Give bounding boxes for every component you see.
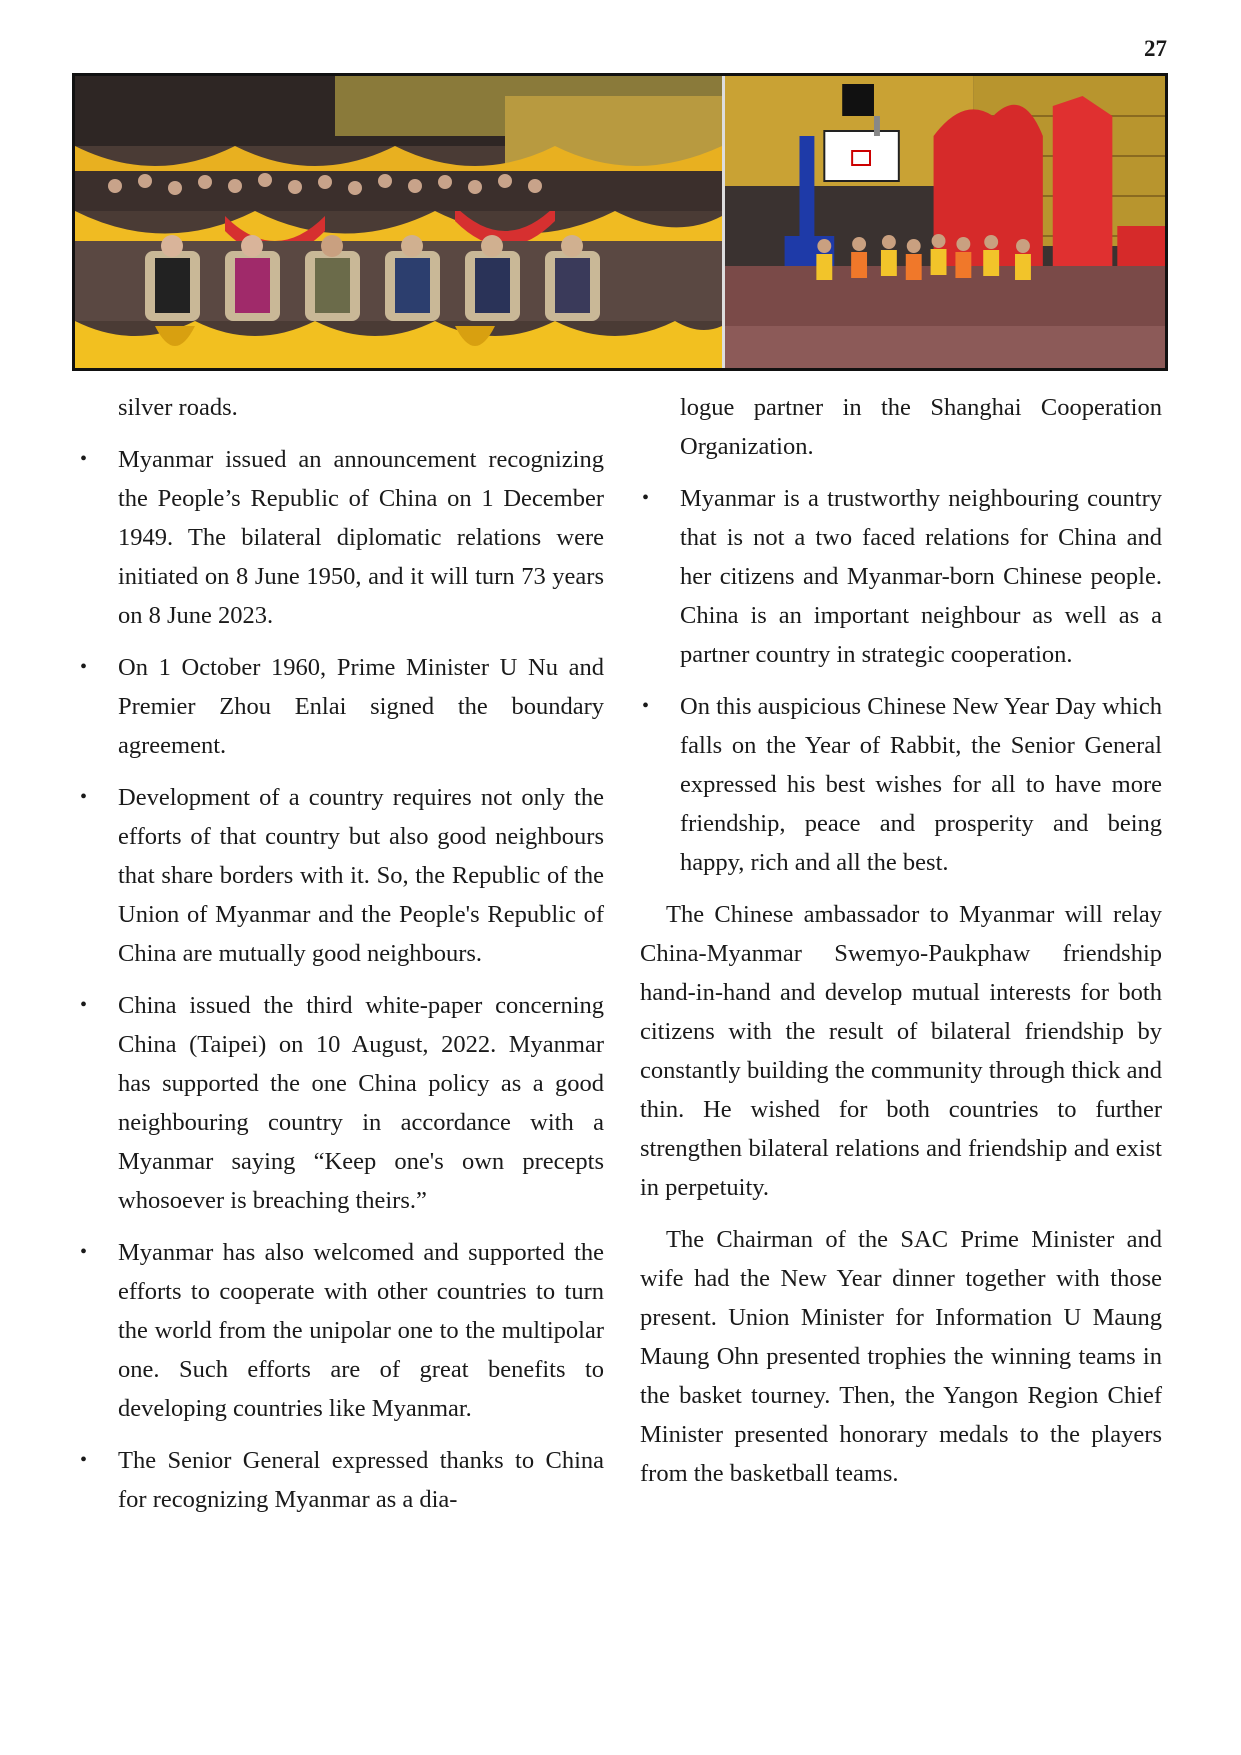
paragraph-ambassador: The Chinese ambassador to Myanmar will relay China-Myanmar Swemyo-Paukphaw friendship hand-in-hand and develop mutual interests for both citizens with the result of bilateral friendship by constantly building the community through thick and thin. He wished for both countries to further strengthen bilateral relations and friendship and exist in perpetuity. xyxy=(640,901,1162,1201)
bullet-text: Development of a country requires not only the efforts of that country but also good neighbours that share borders with it. So, the Republic of the Union of Myanmar and the People's Republic of China are mutually good neighbours. xyxy=(118,784,604,967)
paragraph-new-year-dinner: The Chairman of the SAC Prime Minister and wife had the New Year dinner together with those present. Union Minister for Information U Maung Maung Ohn presented trophies the winning teams in the basket tourney. Then, the Yangon Region Chief Minister presented honorary medals to the players from the basketball teams. xyxy=(640,1226,1162,1487)
bullet-boundary-agreement xyxy=(78,648,604,765)
right-continuation: logue partner in the Shanghai Cooperation Organization. xyxy=(680,394,1162,460)
bullet-text: Myanmar has also welcomed and supported the efforts to cooperate with other countries to turn the world from the unipolar one to the multipolar one. Such efforts are of great benefits to developing countries like Myanmar. xyxy=(118,1239,604,1422)
bullet-text: China issued the third white-paper concerning China (Taipei) on 10 August, 2022. Myanmar has supported the one China policy as a good neighbouring country in accordance with a Myanmar saying “Keep one's own precepts whosoever is breaching theirs.” xyxy=(118,992,604,1214)
bullet-text: Myanmar is a trustworthy neighbouring country that is not a two faced relations for China and her citizens and Myanmar-born Chinese people. China is an important neighbour as well as a partner country in strategic cooperation. xyxy=(680,485,1162,668)
bullet-dot: • xyxy=(642,695,650,717)
basketball-photo-illustration xyxy=(725,76,1165,368)
bullet-text: On this auspicious Chinese New Year Day which falls on the Year of Rabbit, the Senior General expressed his best wishes for all to have more friendship, peace and prosperity and being happy, rich and all the best. xyxy=(680,693,1162,876)
bullet-senior-general-thanks xyxy=(78,1441,604,1519)
photo-basketball-game xyxy=(725,76,1165,368)
bullet-text: On 1 October 1960, Prime Minister U Nu and Premier Zhou Enlai signed the boundary agreement. xyxy=(118,654,604,759)
bullet-dot: • xyxy=(642,487,650,509)
bullet-dot: • xyxy=(80,994,88,1016)
bullet-text: Myanmar issued an announcement recognizing the People’s Republic of China on 1 December 1949. The bilateral diplomatic relations were initiated on 8 June 1950, and it will turn 73 years on 8 June 2023. xyxy=(118,446,604,629)
bullet-dot: • xyxy=(80,448,88,470)
bullet-dot: • xyxy=(80,786,88,808)
bullet-dot: • xyxy=(80,1241,88,1263)
bullet-white-paper xyxy=(78,986,604,1220)
bullet-dot: • xyxy=(80,656,88,678)
right-column xyxy=(640,388,1162,1506)
bullet-new-year-wishes xyxy=(640,687,1162,882)
ceremony-photo-illustration xyxy=(75,76,722,368)
bullet-dot: • xyxy=(80,1449,88,1471)
bullet-recognition xyxy=(78,440,604,635)
left-column xyxy=(78,388,604,1532)
left-continuation: silver roads. xyxy=(118,394,238,421)
bullet-good-neighbours xyxy=(78,778,604,973)
page-number: 27 xyxy=(1144,36,1167,61)
photo-officials-seated xyxy=(75,76,725,368)
photo-strip xyxy=(72,73,1168,371)
bullet-text: The Senior General expressed thanks to China for recognizing Myanmar as a dia- xyxy=(118,1447,604,1513)
bullet-multipolar xyxy=(78,1233,604,1428)
bullet-trustworthy-neighbour xyxy=(640,479,1162,674)
